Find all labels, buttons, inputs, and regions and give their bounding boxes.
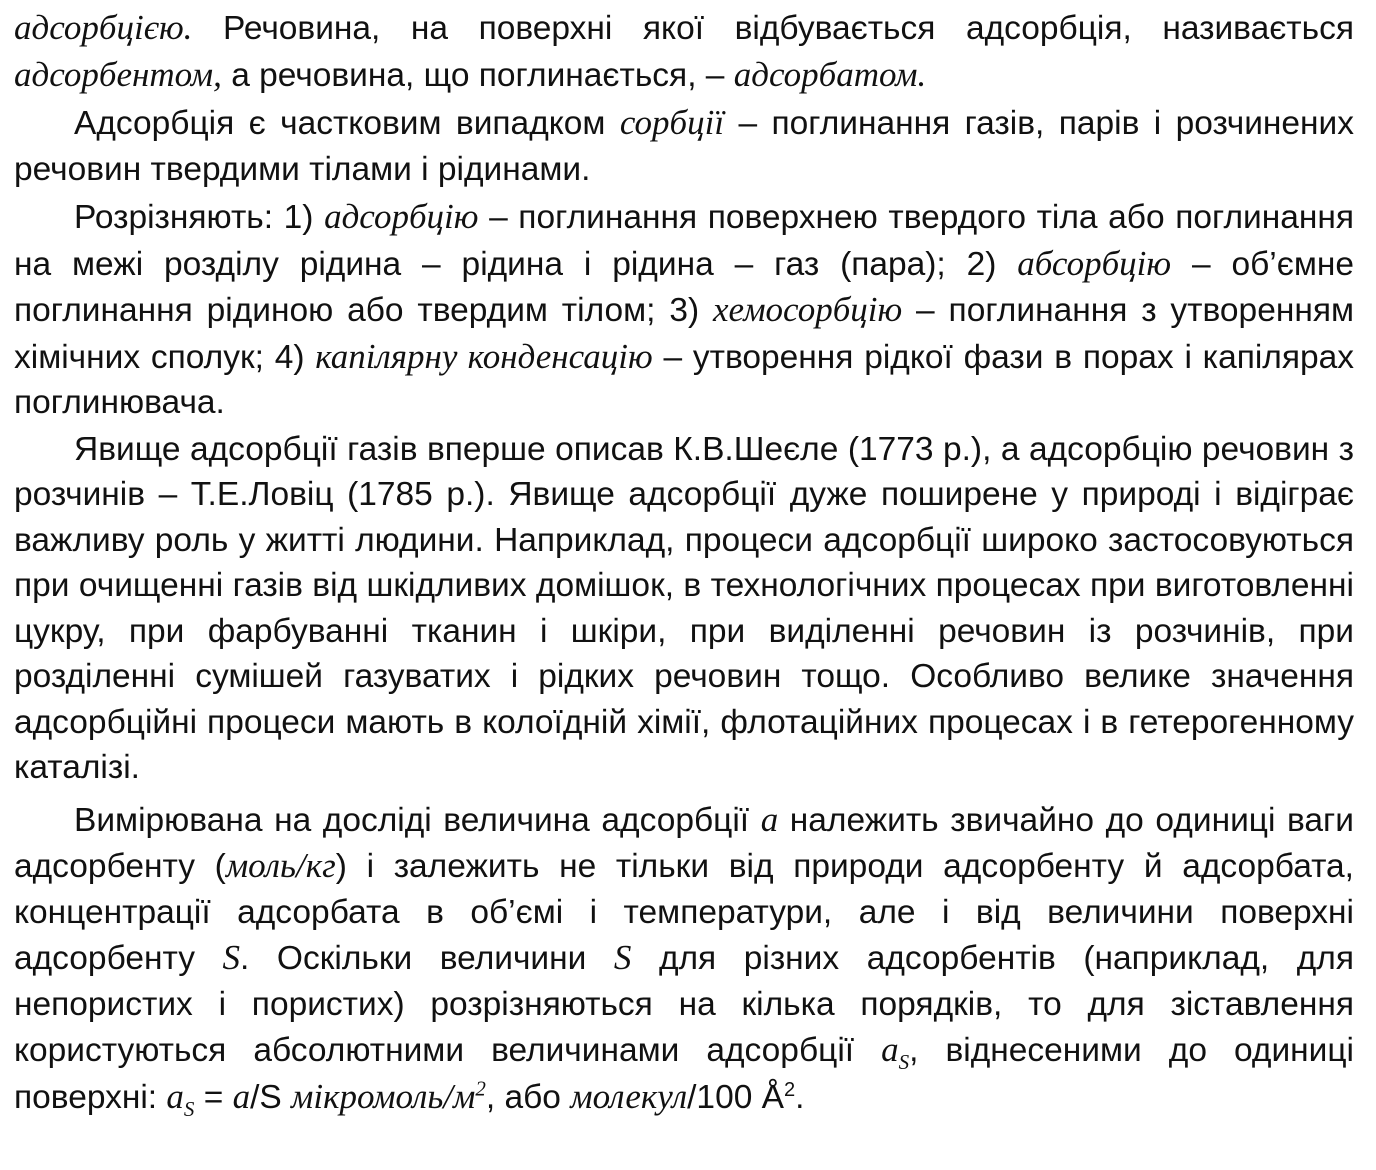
symbol-a: a: [760, 799, 779, 839]
text-span: Вимірювана на досліді величина адсорбції: [74, 801, 761, 839]
symbol-a: a: [232, 1076, 251, 1116]
text-span: =: [194, 1078, 233, 1116]
text-span: – поглинання газів, парів і розчинених речовин твердими тілами і рідинами.: [14, 105, 1355, 188]
text-span: .: [795, 1078, 805, 1116]
unit-base: мікромоль/м: [291, 1076, 476, 1116]
term-adsorption: адсорбцію: [324, 197, 479, 236]
text-span: Речовина, на поверхні якої відбувається адсорбція, називається: [192, 10, 1354, 47]
text-span: Адсорбція є частковим випадком: [74, 105, 620, 142]
symbol-subscript: S: [183, 1096, 195, 1121]
symbol-a-s: [166, 1076, 195, 1121]
text-span: /S: [250, 1078, 292, 1116]
unit-mol-kg: моль/кг: [225, 846, 336, 885]
text-span: Розрізняють: 1): [74, 199, 325, 236]
paragraph-2: [14, 100, 1354, 192]
term-adsorbate: адсорбатом.: [733, 54, 927, 94]
unit-micromol-m2: [291, 1077, 486, 1116]
paragraph-3: [14, 194, 1354, 426]
term-capillary-condensation: капілярну конденсацію: [315, 336, 653, 376]
symbol-s: S: [222, 938, 241, 977]
text-span: ) і залежить не тільки від природи адсорбенту й адсорбата, концентрації адсорбата в об’ємі і температури, але і від величини поверхні адсорбенту: [14, 848, 1354, 977]
symbol-s: S: [613, 938, 632, 977]
paragraph-1: [14, 0, 1354, 98]
term-adsorbent: адсорбентом,: [14, 54, 222, 94]
term-adsorption: адсорбцією.: [14, 8, 193, 47]
text-span: , віднесеними до одиниці поверхні:: [14, 1032, 1354, 1116]
symbol-base: a: [881, 1030, 899, 1069]
unit-base: /100 Å: [687, 1078, 784, 1116]
text-span: – об’ємне поглинання рідиною або твердим тілом; 3): [14, 245, 1354, 329]
text-span: . Оскільки величини: [240, 940, 614, 977]
text-span: – утворення рідкої фази в порах і капілярах поглинювача.: [14, 338, 1354, 421]
text-span: для різних адсорбентів (наприклад, для непористих і пористих) розрізняються на кілька порядків, то для зіставлення користуються абсолютними величинами адсорбції: [14, 940, 1354, 1069]
unit-molecules: молекул: [570, 1076, 688, 1116]
unit-superscript: 2: [783, 1078, 796, 1101]
text-span: – поглинання з утворенням хімічних сполук; 4): [14, 292, 1354, 376]
unit-angstrom: [687, 1079, 795, 1116]
text-span: належить звичайно до одиниці ваги адсорбенту (: [14, 801, 1354, 885]
term-absorption: абсорбцію: [1017, 243, 1172, 283]
unit-superscript: 2: [475, 1075, 486, 1100]
symbol-base: a: [166, 1076, 184, 1116]
text-span: , або: [485, 1078, 571, 1116]
symbol-a-s: [881, 1030, 910, 1074]
text-span: – поглинання поверхнею твердого тіла або поглинання на межі розділу рідина – рідина і рідина – газ (пара); 2): [14, 199, 1354, 283]
text-span: а речовина, що поглинається, –: [221, 56, 734, 94]
term-sorption: сорбції: [619, 103, 725, 142]
term-chemisorption: хемосорбцію: [713, 290, 903, 329]
paragraph-5: [14, 797, 1354, 1121]
paragraph-4: [14, 427, 1354, 791]
symbol-subscript: S: [898, 1050, 910, 1074]
text-span: Явище адсорбції газів вперше описав К.В.Шеєле (1773 р.), а адсорбцію речовин з розчинів – Т.Е.Ловіц (1785 р.). Явище адсорбції дуже поширене у природі і відіграє важливу роль у житті людини. Наприклад, процеси адсорбції широко застосовуються при очищенні газів від шкідливих домішок, в технологічних процесах при виготовленні цукру, при фарбуванні тканин і шкіри, при виділенні речовин із розчинів, при розділенні сумішей газуватих і рідких речовин тощо. Особливо велике значення адсорбційні процеси мають в колоїдній хімії, флотаційних процесах і в гетерогенному каталізі.: [14, 430, 1354, 786]
